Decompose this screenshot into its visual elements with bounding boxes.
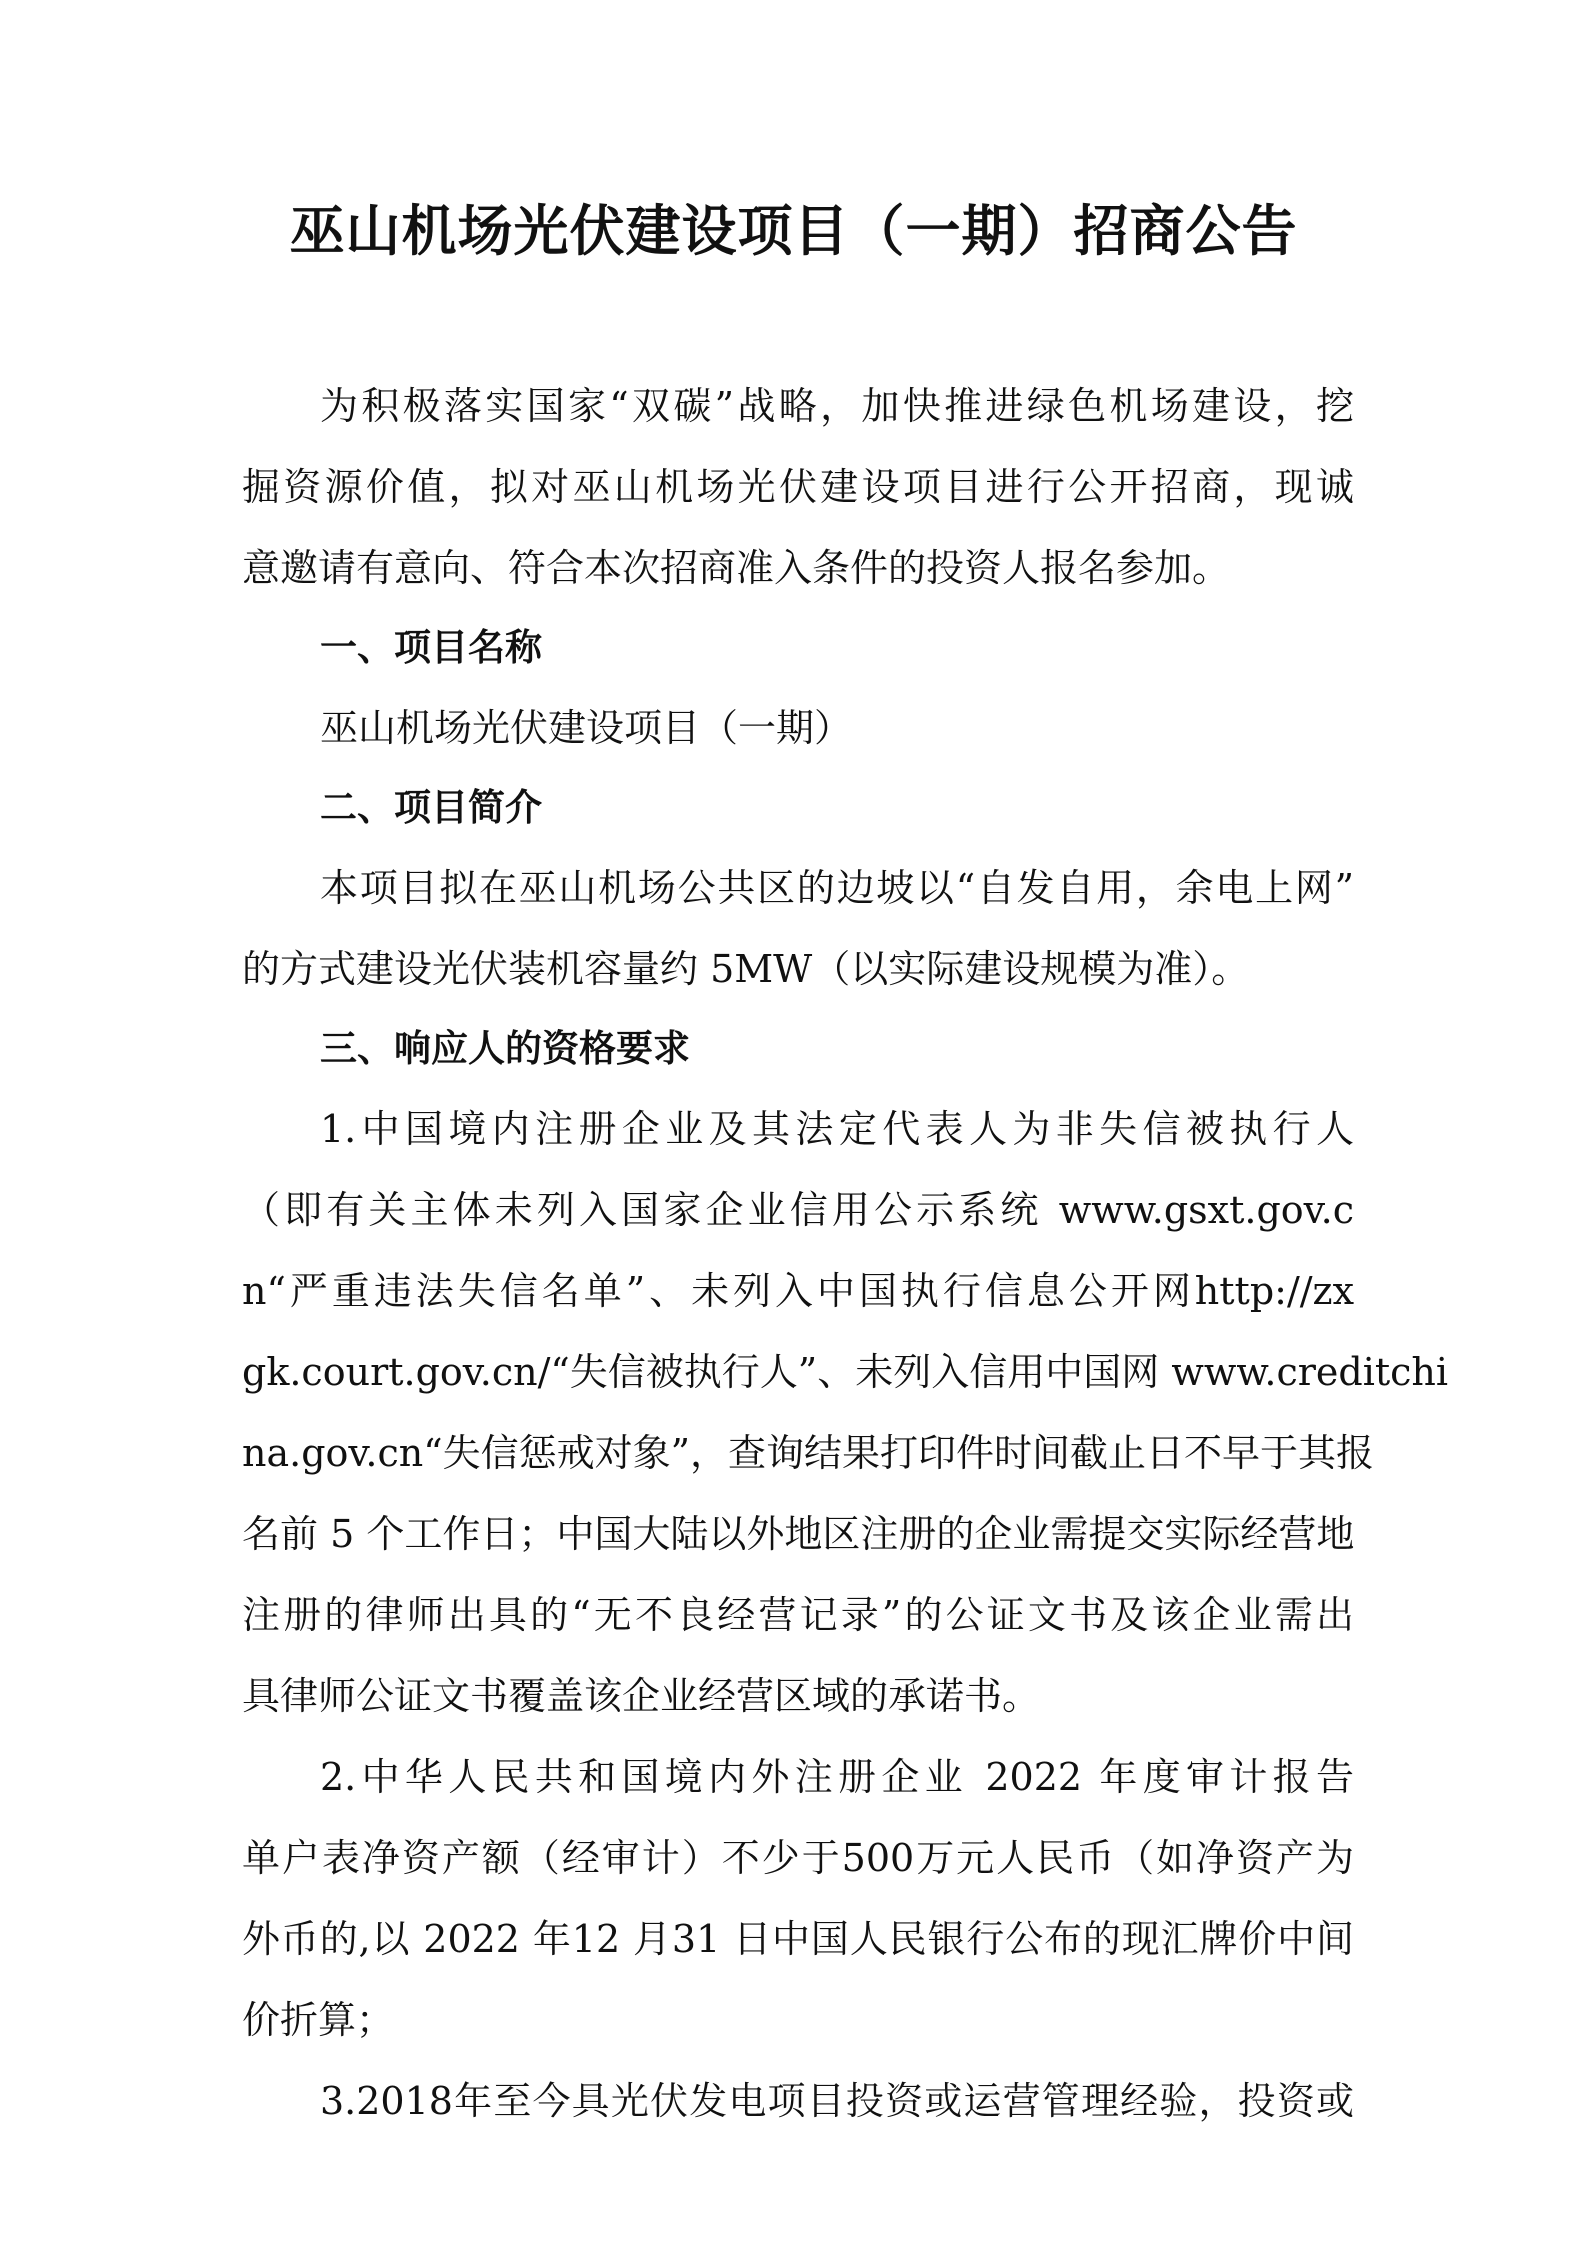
intro-line: 掘资源价值，拟对巫山机场光伏建设项目进行公开招商，现诚 bbox=[242, 465, 1354, 509]
qualification-item-1-line: 具律师公证文书覆盖该企业经营区域的承诺书。 bbox=[242, 1674, 1041, 1718]
project-intro-line: 的方式建设光伏装机容量约 5MW（以实际建设规模为准）。 bbox=[242, 947, 1250, 991]
qualification-item-1-line: （即有关主体未列入国家企业信用公示系统 www.gsxt.gov.c bbox=[242, 1188, 1354, 1232]
section-heading-qualifications: 三、响应人的资格要求 bbox=[320, 1026, 690, 1070]
document-title: 巫山机场光伏建设项目（一期）招商公告 bbox=[289, 198, 1298, 263]
qualification-item-1-line: 1.中国境内注册企业及其法定代表人为非失信被执行人 bbox=[320, 1107, 1354, 1151]
qualification-item-1-line: gk.court.gov.cn/“失信被执行人”、未列入信用中国网 www.creditchi bbox=[242, 1350, 1449, 1394]
section-heading-project-intro: 二、项目简介 bbox=[320, 785, 542, 829]
intro-line: 意邀请有意向、符合本次招商准入条件的投资人报名参加。 bbox=[242, 546, 1231, 590]
qualification-item-1-line: n“严重违法失信名单”、未列入中国执行信息公开网http://zx bbox=[242, 1269, 1354, 1313]
qualification-item-2-line: 2.中华人民共和国境内外注册企业 2022 年度审计报告 bbox=[320, 1755, 1354, 1799]
project-name-text: 巫山机场光伏建设项目（一期） bbox=[320, 706, 853, 750]
qualification-item-1-line: 名前 5 个工作日；中国大陆以外地区注册的企业需提交实际经营地 bbox=[242, 1512, 1355, 1556]
qualification-item-2-line: 单户表净资产额（经审计）不少于500万元人民币（如净资产为 bbox=[242, 1836, 1354, 1880]
intro-line: 为积极落实国家“双碳”战略，加快推进绿色机场建设，挖 bbox=[320, 384, 1354, 428]
qualification-item-3-line: 3.2018年至今具光伏发电项目投资或运营管理经验，投资或 bbox=[320, 2079, 1354, 2123]
section-heading-project-name: 一、项目名称 bbox=[320, 625, 542, 669]
qualification-item-1-line: na.gov.cn“失信惩戒对象”，查询结果打印件时间截止日不早于其报 bbox=[242, 1431, 1375, 1475]
project-intro-line: 本项目拟在巫山机场公共区的边坡以“自发自用，余电上网” bbox=[320, 866, 1354, 910]
qualification-item-1-line: 注册的律师出具的“无不良经营记录”的公证文书及该企业需出 bbox=[242, 1593, 1354, 1637]
qualification-item-2-line: 价折算； bbox=[242, 1998, 395, 2042]
qualification-item-2-line: 外币的,以 2022 年12 月31 日中国人民银行公布的现汇牌价中间 bbox=[242, 1917, 1354, 1961]
